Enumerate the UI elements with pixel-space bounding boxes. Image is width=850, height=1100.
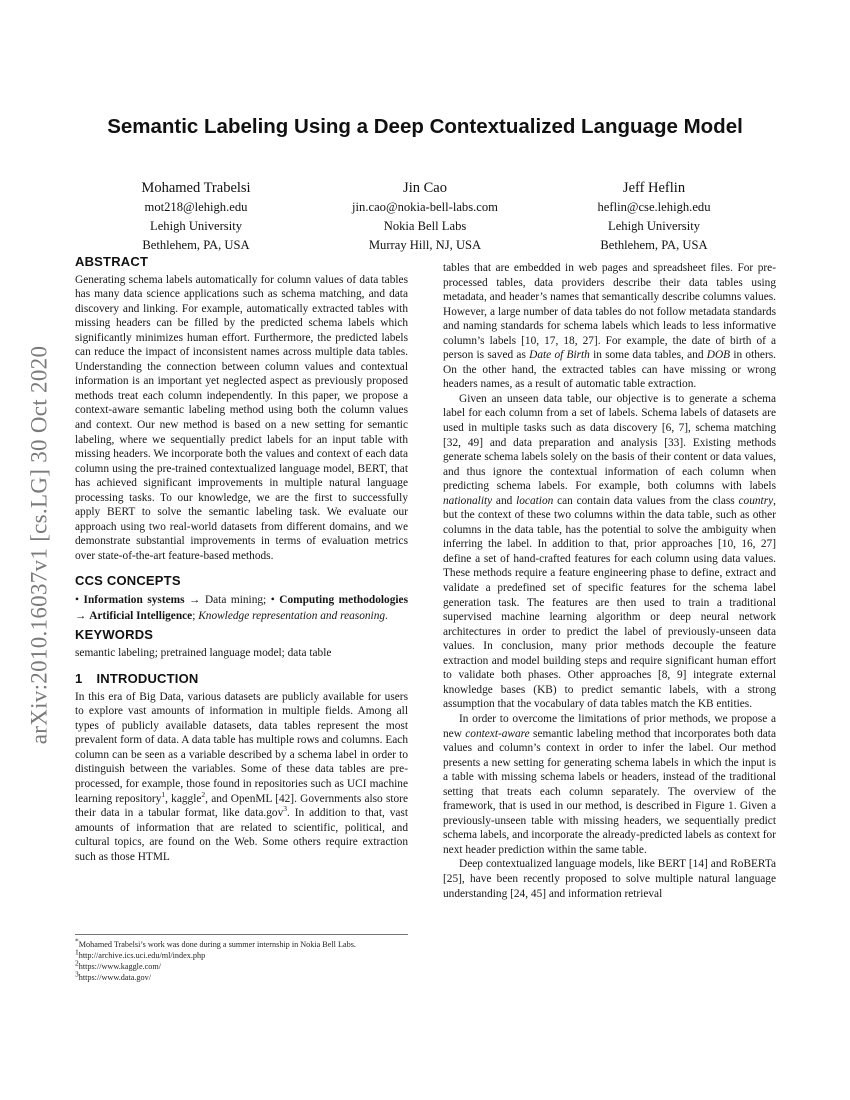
intro-paragraph — [443, 392, 776, 712]
section-number: 1 — [75, 671, 83, 687]
author-email: heflin@cse.lehigh.edu — [597, 200, 711, 214]
footnote-link[interactable]: https://www.data.gov/ — [78, 973, 151, 982]
section-title: INTRODUCTION — [96, 671, 199, 687]
text-run: In order to overcome the limitations of prior methods, we propose a new — [443, 712, 776, 740]
footnote-ref: 3 — [283, 804, 288, 814]
text-run: and — [492, 494, 517, 507]
text-run: , kaggle — [165, 792, 202, 805]
footnotes — [75, 934, 408, 983]
text-run: semantic labeling method that incorporates both data values and column’s context in order to infer the label. Our method presents a new setting for generating schema labels in which the input is a table with missing schema labels or headers, instead of the traditional setting that treats each column separately. The overview of the framework, that is used in our method, is described in Figure 1. Given a previously-unseen table with missing headers, we sequentially predict schema labels, and incorporate the already-predicted labels as context for next header prediction within the same table. — [443, 727, 776, 856]
author-location: Bethlehem, PA, USA — [142, 238, 250, 252]
ccs-bullet: • — [75, 594, 79, 607]
keywords-heading: KEYWORDS — [75, 627, 154, 643]
section-heading — [75, 672, 408, 687]
left-column — [75, 255, 408, 864]
text-run: In this era of Big Data, various datasets are publicly available for users to explore vast amounts of information in multiple fields. Among all types of publicly available datasets, data tables represent the most prevalent form of data. A data table has multiple rows and columns. Each column can be seen as a variable described by a schema label in order to distinguish between the variables. Some of these data tables are pre-processed, for example, those found in repositories such as UCI machine learning repository — [75, 690, 408, 805]
abstract-heading: ABSTRACT — [75, 254, 149, 269]
author-location: Bethlehem, PA, USA — [600, 238, 708, 252]
arxiv-identifier: arXiv:2010.16037v1 [cs.LG] 30 Oct 2020 — [26, 345, 52, 745]
ccs-arrow: → — [75, 610, 90, 623]
ccs-term: Knowledge representation and reasoning — [198, 610, 386, 623]
text-run: , but the context of these two columns within the data table, such as other columns in the data table, has the potential to solve the ambiguity when inferring the label. In addition to that, prior approaches [10, 16, 27] define a set of hand-crafted features for each column using data values. These methods require a feature engineering phase to define, extract and validate a predefined set of specific features for the schema label generation task. The features are then used to train a traditional supervised machine learning algorithm or deep neural network architectures in order to predict the label of previously-unseen data values. In conclusion, many prior methods decouple the feature extraction and model building steps and require significant human effort to validate both phases. Other approaches [8, 9] integrate external knowledge bases (KB) to predict semantic labels, with a strong assumption that the vocabulary of data tables match the KB entities. — [443, 494, 776, 711]
text-run: Given an unseen data table, our objective is to generate a schema label for each column from a set of labels. Schema labels of datasets are used in multiple tasks such as data discovery [6, 7], schema matching [32, 49] and data preparation and analysis [33]. Existing methods generate schema labels solely on the basis of their content or data values, and thus ignore the contextual information of each column when predicting schema labels. For example, both columns with labels — [443, 392, 776, 493]
footnote-link[interactable]: http://archive.ics.uci.edu/ml/index.php — [78, 951, 206, 960]
footnote-mark: 2 — [75, 958, 79, 968]
author-affiliation: Lehigh University — [150, 219, 242, 233]
text-run: in others. On the other hand, the extracted tables can have missing or wrong headers names, as a result of automatic table extraction. — [443, 349, 776, 391]
footnote-mark: 1 — [75, 947, 79, 957]
ccs-term: Artificial Intelligence — [89, 610, 193, 623]
footnote-ref: 1 — [161, 789, 166, 799]
footnote — [75, 947, 408, 961]
author-email: jin.cao@nokia-bell-labs.com — [352, 200, 498, 214]
footnote-mark: * — [75, 936, 79, 946]
text-run: in some data tables, and — [589, 349, 707, 362]
author-name: Jin Cao — [403, 180, 447, 196]
text-emphasis: Date of Birth — [529, 349, 590, 362]
author-name: Jeff Heflin — [622, 180, 686, 196]
author-email: mot218@lehigh.edu — [144, 200, 248, 214]
paper-title: Semantic Labeling Using a Deep Contextualized Language Model — [107, 115, 743, 138]
arxiv-stamp — [4, 295, 74, 795]
text-emphasis: context-aware — [465, 727, 530, 740]
ccs-separator: ; — [192, 610, 196, 623]
footnote — [75, 969, 408, 983]
ccs-bullet: • — [266, 594, 275, 607]
text-run: , and OpenML [42]. Governments also store their data in a tabular format, like data.gov — [75, 792, 408, 820]
ccs-end: . — [385, 610, 388, 623]
intro-paragraph — [443, 712, 776, 857]
intro-paragraph — [75, 690, 408, 865]
keywords-text: semantic labeling; pretrained language model; data table — [75, 646, 332, 659]
footnote-ref: 2 — [201, 789, 206, 799]
footnote-mark: 3 — [75, 969, 79, 979]
footnote-text: Mohamed Trabelsi’s work was done during a summer internship in Nokia Bell Labs. — [78, 940, 356, 949]
text-run: can contain data values from the class — [553, 494, 739, 507]
ccs-concepts — [75, 592, 408, 624]
footnote-link[interactable]: https://www.kaggle.com/ — [78, 962, 161, 971]
footnote — [75, 958, 408, 972]
author-affiliation: Lehigh University — [608, 219, 700, 233]
ccs-term: Data mining; — [204, 594, 267, 607]
author-name: Mohamed Trabelsi — [141, 180, 251, 196]
ccs-term: Information systems — [83, 594, 185, 607]
author-block — [76, 178, 316, 255]
text-emphasis: DOB — [706, 349, 731, 362]
text-run: . In addition to that, vast amounts of information that are related to scientific, political, and cultural topics, are found on the Web. Some others require extraction such as those HTML — [75, 807, 408, 863]
ccs-arrow: → — [184, 594, 205, 607]
text-emphasis: location — [516, 494, 554, 507]
text-emphasis: country — [738, 494, 774, 507]
author-block — [305, 178, 545, 255]
intro-paragraph: Deep contextualized language models, like BERT [14] and RoBERTa [25], have been recently proposed to solve multiple natural language understanding [24, 45] and information retrieval — [443, 858, 776, 900]
author-affiliation: Nokia Bell Labs — [383, 219, 467, 233]
text-emphasis: nationality — [443, 494, 493, 507]
intro-paragraph-continued — [443, 261, 776, 392]
footnote — [75, 936, 408, 950]
ccs-term: Computing methodologies — [279, 594, 408, 607]
abstract-text: Generating schema labels automatically for column values of data tables has many data science applications such as schema matching, and data discovery and linking. For example, automatically extracted tables with missing headers can be filled by the predicted schema labels which significantly minimizes human effort. Furthermore, the predicted labels can reduce the impact of inconsistent names across multiple data tables. Understanding the connection between column values and contextual information is an important yet neglected aspect as previously proposed methods treat each column independently. In this paper, we propose a context-aware semantic labeling method using both the column values and context. Our new method is based on a new setting for semantic labeling, where we sequentially predict labels for an input table with missing headers. We incorporate both the values and context of each data column using the pre-trained contextualized language model, BERT, that has achieved significant improvements in multiple natural language processing tasks. To our knowledge, we are the first to successfully apply BERT to solve the semantic labeling task. We evaluate our approach using two real-world datasets from different domains, and we demonstrate substantial improvements in terms of evaluation metrics over state-of-the-art feature-based methods. — [75, 273, 408, 562]
author-block — [534, 178, 774, 255]
ccs-heading: CCS CONCEPTS — [75, 573, 181, 589]
text-run: tables that are embedded in web pages and spreadsheet files. For pre-processed tables, data providers describe their data tables using metadata, and header’s names that semantically describe columns values. However, a large number of data tables do not follow metadata standards and naming standards for schema labels which leads to less informative column’s labels [10, 17, 18, 27]. For example, the date of birth of a person is saved as — [443, 262, 776, 362]
author-location: Murray Hill, NJ, USA — [368, 238, 482, 252]
right-column — [443, 261, 776, 901]
